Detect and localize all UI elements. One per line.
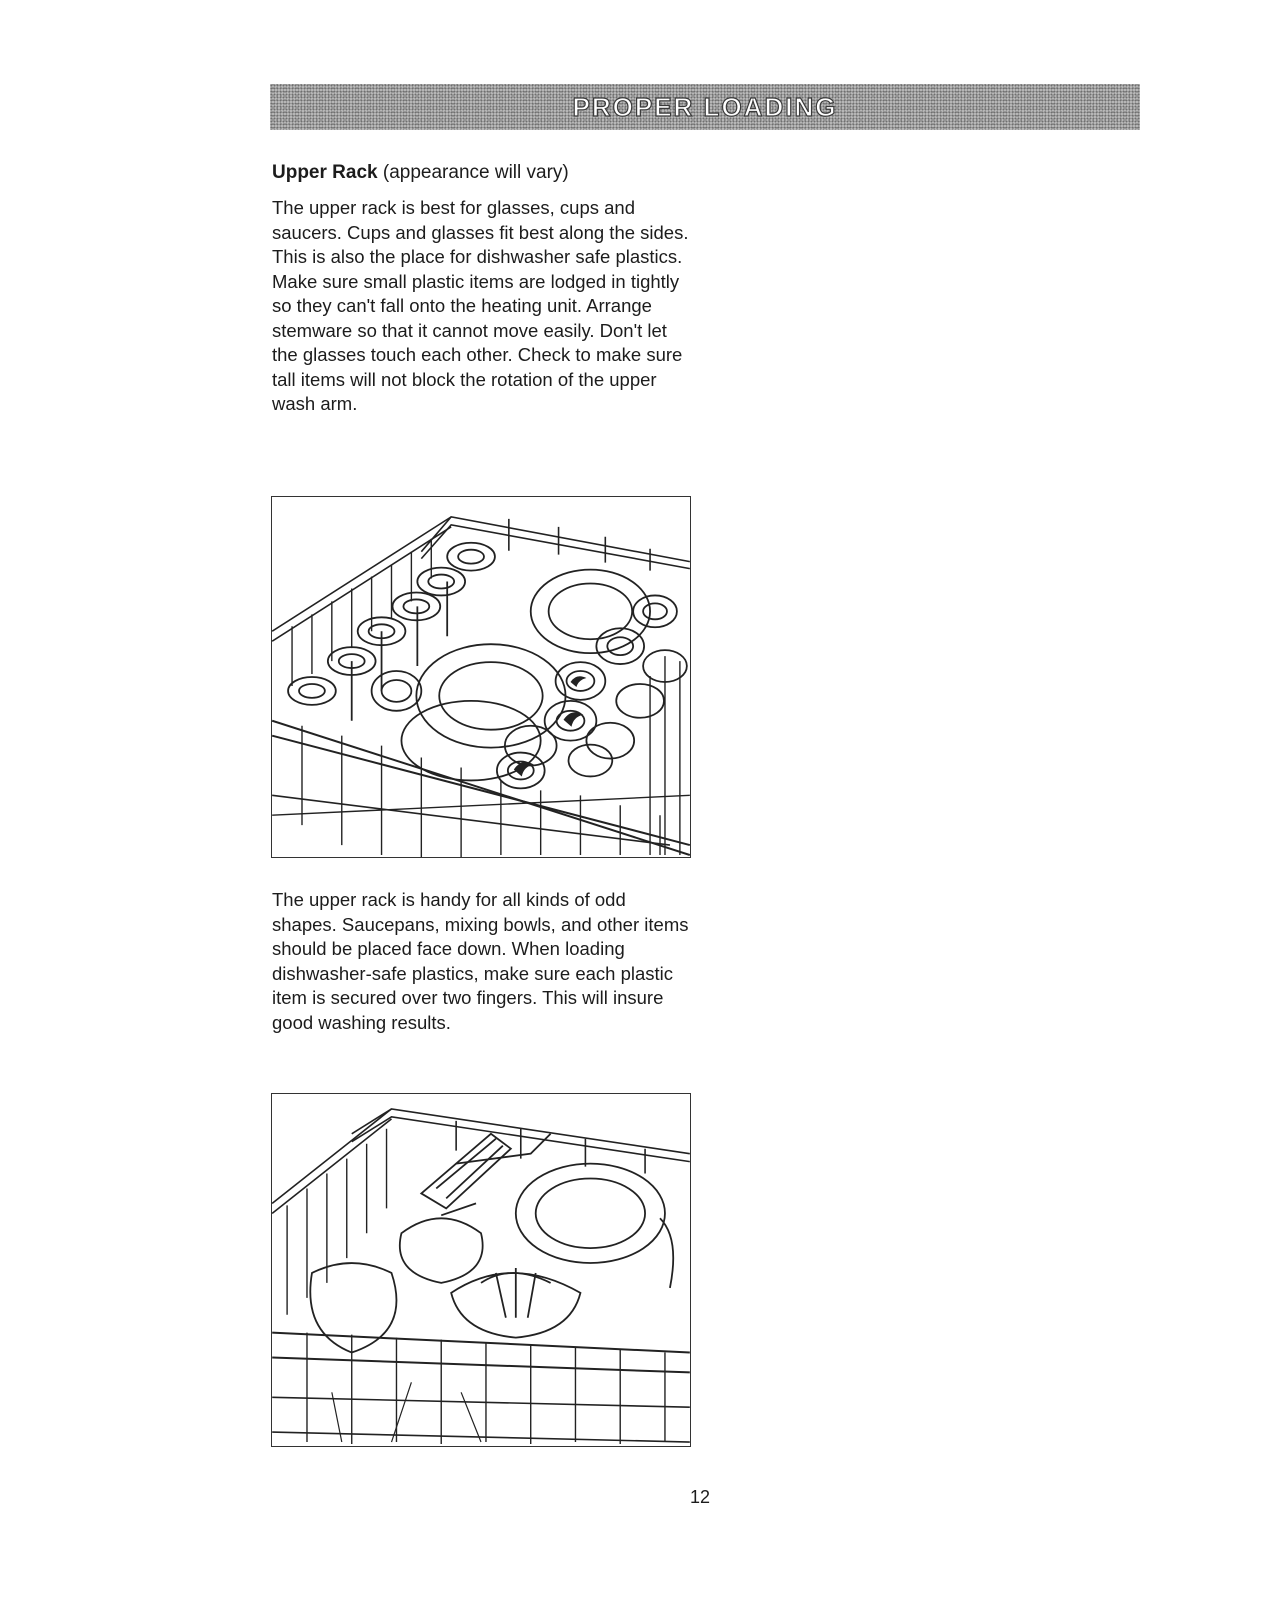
paragraph-glasses: The upper rack is best for glasses, cups and saucers. Cups and glasses fit best along the sides. This is also the place for dishwasher safe plastics. Make sure small plastic items are lodged in tightly so they can't fall onto the heating unit. Arrange stemware so that it cannot move easily. Don't let the glasses touch each other. Check to make sure tall items will not block the rotation of the upper wash arm. (272, 197, 689, 414)
section-banner (270, 84, 1140, 130)
illustration-bowls-plastics-rack (271, 1093, 691, 1447)
illustration-glasses-cups-rack (271, 496, 691, 858)
heading-upper-rack: Upper Rack (272, 162, 378, 183)
banner-title: PROPER LOADING (572, 91, 838, 122)
heading-note: (appearance will vary) (382, 162, 569, 183)
paragraph-odd-shapes: The upper rack is handy for all kinds of odd shapes. Saucepans, mixing bowls, and other items should be placed face down. When loading dishwasher-safe plastics, make sure each plastic item is secured over two fingers. This will insure good washing results. (272, 889, 689, 1033)
section-heading (272, 162, 569, 184)
page-number: 12 (690, 1487, 711, 1507)
